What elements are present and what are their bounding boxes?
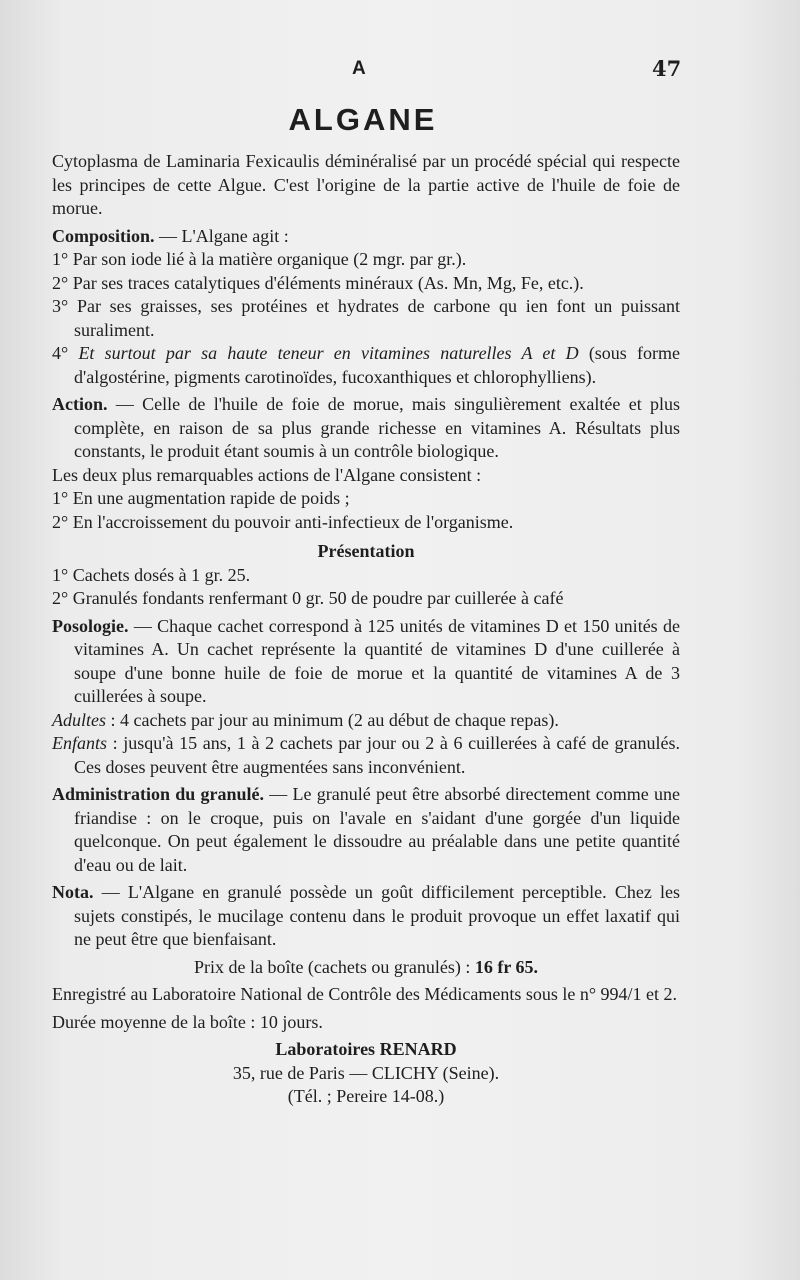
price-text: Prix de la boîte (cachets ou granulés) : xyxy=(193,956,471,977)
nota-text: — L'Algane en granulé possède un goût difficilement perceptible. Chez les sujets constipés, le mucilage contenu dans le produit provoque un effet laxatif qui ne peut être que bienfaisant. xyxy=(74,882,681,949)
adults-label: Adultes xyxy=(52,709,106,730)
duration-note: Durée moyenne de la boîte : 10 jours. xyxy=(52,1011,323,1032)
action-text: — Celle de l'huile de foie de morue, mais singulièrement exaltée et plus complète, en raison de sa plus grande richesse en vitamines A. Résultats plus constants, le produit étant soumis à un contrôle biologique. xyxy=(74,394,680,461)
composition-item: 3° Par ses graisses, ses protéines et hydrates de carbone qu ien font un puissant suraliment. xyxy=(52,296,680,340)
composition-item: 2° Par ses traces catalytiques d'éléments minéraux (As. Mn, Mg, Fe, etc.). xyxy=(52,272,584,293)
intro-paragraph: Cytoplasma de Laminaria Fexicaulis déminéralisé par un procédé spécial qui respecte les principes de cette Algue. C'est l'origine de la partie active de l'huile de foie de morue. xyxy=(52,151,680,218)
composition-item: 1° Par son iode lié à la matière organique (2 mgr. par gr.). xyxy=(52,249,467,269)
presentation-item: 1° Cachets dosés à 1 gr. 25. xyxy=(52,564,251,585)
composition-item-4 xyxy=(52,342,680,389)
action-item: 2° En l'accroissement du pouvoir anti-infectieux de l'organisme. xyxy=(52,511,514,532)
composition-item-4-emphasis: Et surtout par sa haute teneur en vitamines naturelles A et D xyxy=(78,343,579,363)
price-value: 16 fr 65. xyxy=(474,956,539,977)
composition-item-4-rest: (sous forme d'algostérine, pigments carotinoïdes, fucoxanthiques et chlorophylliens). xyxy=(74,343,681,387)
composition-heading xyxy=(52,225,680,249)
action-item: 1° En une augmentation rapide de poids ; xyxy=(52,488,350,508)
page-number: 47 xyxy=(652,56,682,81)
adults-text: : 4 cachets par jour au minimum (2 au début de chaque repas). xyxy=(110,709,559,730)
administration-text: — Le granulé peut être absorbé directement comme une friandise : on le croque, puis on l'avale en s'aidant d'une gorgée d'un liquide quelconque. On peut également le dissoudre au préalable dans une petite quantité d'eau ou de lait. xyxy=(74,784,680,875)
product-title: ALGANE xyxy=(288,102,438,137)
administration-paragraph xyxy=(52,783,680,877)
posologie-children xyxy=(52,732,680,779)
posologie-label: Posologie. xyxy=(52,615,129,636)
article-body xyxy=(52,150,680,1109)
laboratory-phone: (Tél. ; Pereire 14-08.) xyxy=(287,1086,445,1106)
composition-lead: — L'Algane agit : xyxy=(159,225,289,246)
presentation-heading: Présentation xyxy=(317,541,415,561)
posologie-paragraph xyxy=(52,615,680,709)
children-text: : jusqu'à 15 ans, 1 à 2 cachets par jour ou 2 à 6 cuillerées à café de granulés. Ces doses peuvent être augmentées sans inconvénient. xyxy=(74,733,681,777)
nota-paragraph xyxy=(52,881,680,952)
posologie-text: — Chaque cachet correspond à 125 unités de vitamines D et 150 unités de vitamines A. Un cachet représente la quantité de vitamines D d'une cuillerée à soupe d'une bonne huile de foie de morue et la quantité de vitamines A de 3 cuillerées à soupe. xyxy=(74,615,681,706)
laboratory-name: Laboratoires RENARD xyxy=(275,1039,457,1059)
presentation-item: 2° Granulés fondants renfermant 0 gr. 50 de poudre par cuillerée à café xyxy=(52,588,564,608)
registration-note: Enregistré au Laboratoire National de Contrôle des Médicaments sous le n° 994/1 et 2. xyxy=(52,984,678,1004)
price-line xyxy=(52,956,680,980)
children-label: Enfants xyxy=(52,733,108,753)
section-letter: A xyxy=(352,58,366,79)
nota-label: Nota. xyxy=(52,882,94,902)
action-summary: Les deux plus remarquables actions de l'Algane consistent : xyxy=(52,464,482,485)
laboratory-address: 35, rue de Paris — CLICHY (Seine). xyxy=(232,1062,500,1083)
administration-label: Administration du granulé. xyxy=(52,784,265,804)
action-label: Action. xyxy=(52,394,108,414)
composition-item-4-number: 4° xyxy=(52,343,69,363)
posologie-adults xyxy=(52,709,680,733)
composition-label: Composition. xyxy=(52,225,155,246)
action-paragraph xyxy=(52,393,680,464)
